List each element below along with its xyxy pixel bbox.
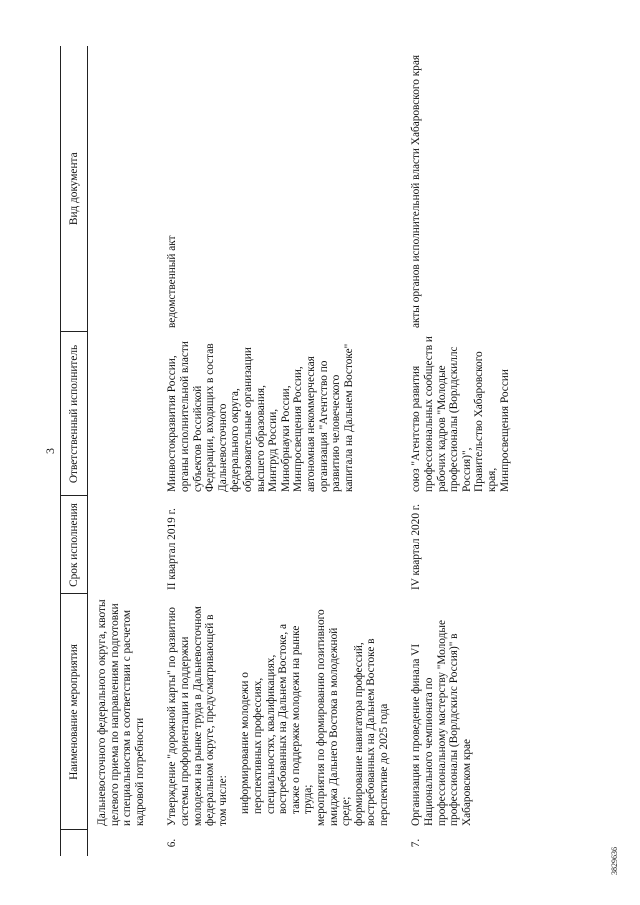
table-row bbox=[390, 46, 511, 856]
table-row bbox=[88, 46, 147, 856]
row-doc-type: акты органов исполнительной власти Хабаровского края bbox=[410, 54, 423, 328]
row-term: II квартал 2019 г. bbox=[166, 508, 179, 590]
row-responsible: союз "Агентство развития профессиональных сообществ и рабочих кадров "Молодые профессионалы (Ворлдскиллс Россия)", Правительство Хабаровского края, Минпросвещения России bbox=[410, 336, 511, 492]
row-number: 6. bbox=[166, 838, 179, 848]
row-name bbox=[146, 594, 390, 830]
activities-table bbox=[60, 46, 511, 856]
header-doc-type: Вид документа bbox=[61, 46, 88, 332]
row-term: IV квартал 2020 г. bbox=[410, 504, 423, 590]
row-name-item: формирование навигатора профессий, востребованных на Дальнем Востоке в перспективе до 2025 года bbox=[352, 638, 390, 826]
table-header-row bbox=[61, 46, 88, 856]
header-name: Наименование мероприятия bbox=[61, 594, 88, 830]
row-term bbox=[88, 496, 147, 594]
row-doc-type bbox=[88, 46, 147, 332]
row-name: Организация и проведение финала VI Национального чемпионата по профессиональному мастерству "Молодые профессионалы (Ворлдскилс Россия)" в Хабаровском крае bbox=[410, 620, 473, 826]
header-number bbox=[61, 830, 88, 856]
row-name: Дальневосточного федерального округа, квоты целевого приема по направлениям подготовки и специальностям в соответствии с расчетом кадровой потребности bbox=[96, 599, 146, 826]
rotated-landscape-page bbox=[43, 46, 606, 856]
row-responsible: Минвостокразвития России, органы исполнительной власти субъектов Российской Федерации, входящих в состав Дальневосточного федерального округа, образовательные организации высшего образования, Минтруд России, Минобрнауки России, Минпросвещения России, автономная некоммерческая организация "Агентство по развитию человеческого капитала на Дальнем Востоке" bbox=[166, 341, 355, 492]
document-code: 3829636 bbox=[610, 847, 619, 875]
row-responsible bbox=[88, 332, 147, 496]
row-doc-type: ведомственный акт bbox=[166, 235, 179, 328]
header-responsible: Ответственный исполнитель bbox=[61, 332, 88, 496]
row-name-item: мероприятия по формированию позитивного имиджа Дальнего Востока в молодежной среде; bbox=[314, 609, 353, 826]
header-term: Срок исполнения bbox=[61, 496, 88, 594]
row-name-intro: Утверждение "дорожной карты" по развитию системы профориентации и поддержки молодежи на рынке труда в Дальневосточном федеральном округе, предусматривающей в том числе: bbox=[166, 606, 229, 826]
table-row bbox=[146, 46, 390, 856]
page-number: 3 bbox=[43, 448, 57, 454]
row-number: 7. bbox=[410, 838, 423, 848]
row-number bbox=[88, 830, 147, 856]
row-name-item: информирование молодежи о перспективных профессиях, специальностях, квалификациях, востребованных на Дальнем Востоке, а также о поддержке молодежи на рынке труда; bbox=[239, 623, 315, 814]
